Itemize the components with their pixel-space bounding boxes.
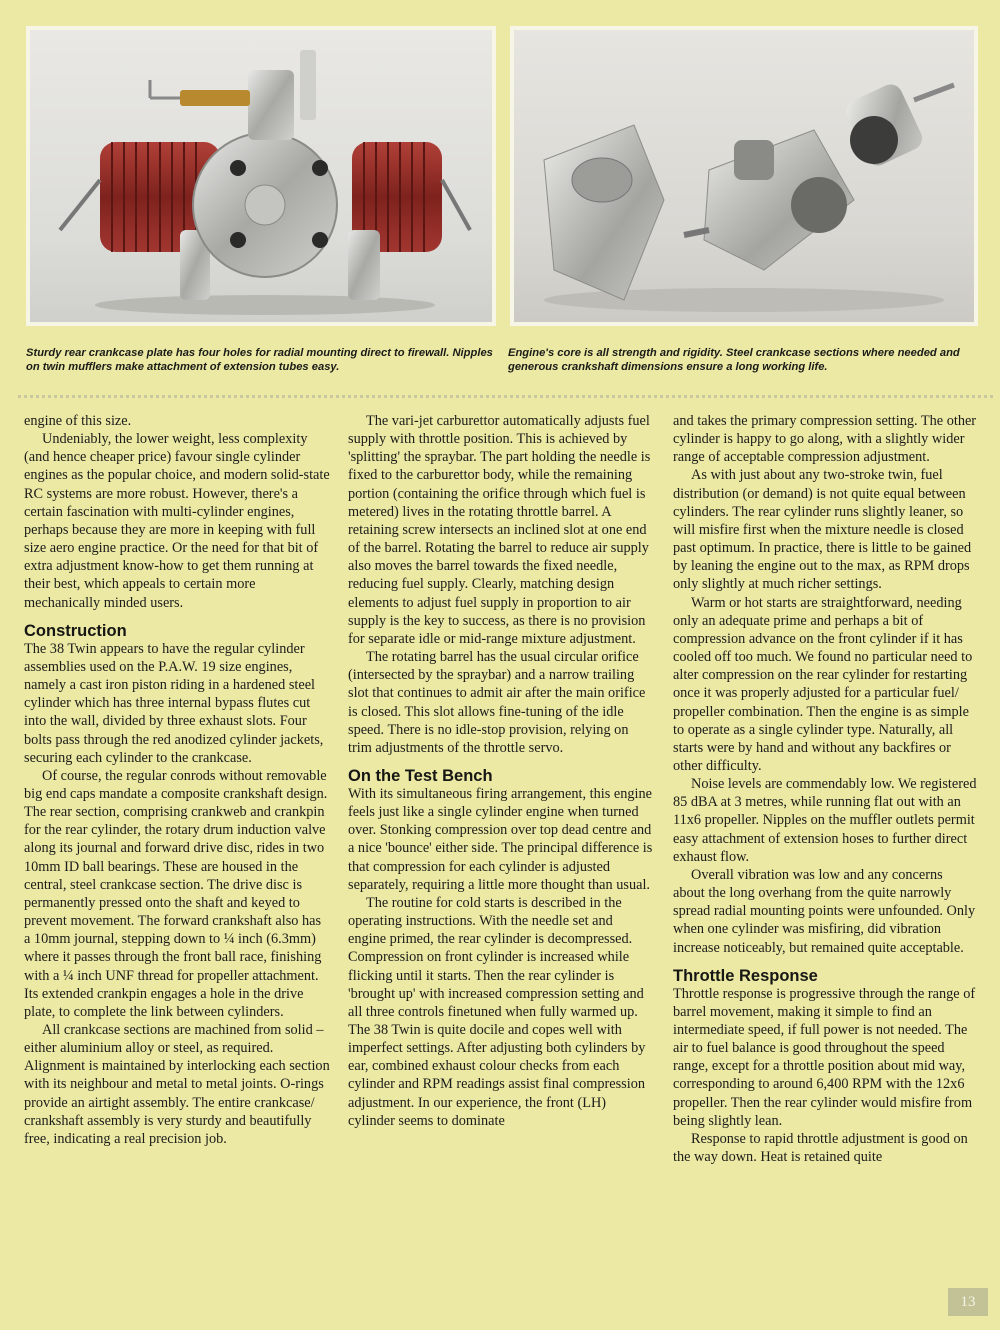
paragraph: The rotating barrel has the usual circular orifice (intersected by the spraybar) and a narrow trailing slot that continues to admit air after the main orifice is closed. This slot allows fine-tuning of the idle speed. There is no idle-stop provision, relying on trim adjustments of the throttle servo. — [348, 649, 646, 756]
paragraph: All crankcase sections are machined from solid – either aluminium alloy or steel, as required. Alignment is maintained by interlocking each section with its neighbour and metal to metal joints. O-rings provide an airtight assembly. The entire crankcase/ crankshaft assembly is very sturdy and beautifully free, indicating a real precision job. — [24, 1022, 330, 1147]
paragraph: Response to rapid throttle adjustment is good on the way down. Heat is retained quite — [673, 1130, 968, 1166]
paragraph: The routine for cold starts is described in the operating instructions. With the needle set and engine primed, the rear cylinder is decompressed. Compression on front cylinder is increased while flicking until it starts. Then the rear cylinder is 'brought up' with increased compression setting and all three controls finetuned when fully warmed up. The 38 Twin is quite docile and copes well with imperfect settings. After adjusting both cylinders by ear, combined exhaust colour checks from each cylinder and RPM readings assist final compression adjustment. In our experience, the front (LH) cylinder seems to dominate — [348, 894, 646, 1129]
heading-test-bench: On the Test Bench — [348, 766, 493, 785]
paragraph: With its simultaneous firing arrangement, this engine feels just like a single cylinder engine when turned over. Stonking compression over top dead centre and a nice 'bounce' either side. The principal difference is that compression for each cylinder is adjusted separately, requiring a little more thought than usual. — [348, 785, 653, 893]
photo-engine-rear — [26, 26, 496, 326]
paragraph: Warm or hot starts are straightforward, needing only an adequate prime and perhaps a bit of compression advance on the front cylinder if it has cooled off too much. We found no particular need to alter compression on the rear cylinder for restarting once it was properly adjusted for a particular fuel/ propeller combination. Then the engine is as simple to operate as a single cylinder type. Naturally, all starts were by hand and without any backfires or other difficulty. — [673, 594, 973, 774]
paragraph: The 38 Twin appears to have the regular cylinder assemblies used on the P.A.W. 19 size engines, namely a cast iron piston riding in a hardened steel cylinder which has three internal bypass flutes cut into the wall, divided by three exhaust slots. Four bolts pass through the red anodized cylinder jackets, securing each cylinder to the crankcase. — [24, 640, 324, 766]
page-number: 13 — [948, 1288, 988, 1316]
heading-construction: Construction — [24, 621, 127, 640]
paragraph: As with just about any two-stroke twin, fuel distribution (or demand) is not quite equal between cylinders. The rear cylinder runs slightly leaner, so will misfire first when the mixture needle is closed past optimum. In practice, there is little to be gained by leaning the engine out to the max, as RPM drops only slightly at much richer settings. — [673, 467, 972, 593]
paragraph: Overall vibration was low and any concerns about the long overhang from the quite narrowly spread radial mounting points were unfounded. Only when one cylinder was misfiring, did vibration increase noticeably, but remained quite acceptable. — [673, 866, 976, 956]
photo-caption-left: Sturdy rear crankcase plate has four holes for radial mounting direct to firewall. Nipples on twin mufflers make attachment of extension tubes easy. — [26, 347, 493, 373]
paragraph: engine of this size. — [24, 413, 132, 429]
section-divider — [18, 395, 993, 398]
paragraph: Of course, the regular conrods without removable big end caps mandate a composite crankshaft design. The rear section, comprising crankweb and crankpin for the rear cylinder, the rotary drum induction valve along its journal and forward drive disc, rides in two 10mm ID ball bearings. These are housed in the central, steel crankcase section. The drive disc is permanently pressed onto the shaft and keyed to prevent movement. The forward crankshaft also has a 10mm journal, stepping down to ¼ inch (6.3mm) where it passes through the front ball race, finishing with a ¼ inch UNF thread for propeller attachment. Its extended crankpin engages a hole in the drive plate, to complete the link between cylinders. — [24, 767, 328, 1020]
paragraph: The vari-jet carburettor automatically adjusts fuel supply with throttle position. This is achieved by 'splitting' the spraybar. The part holding the needle is fixed to the carburettor body, while the remaining portion (containing the orifice through which fuel is metered) lives in the rotating throttle barrel. A retaining screw intersects an inclined slot at one end of the barrel. Rotating the barrel to reduce air supply also moves the barrel towards the fixed needle, reducing fuel supply. Clearly, matching design elements to adjust fuel supply in proportion to air supply is the key to success, as there is no provision for separate idle or mid-range mixture adjustment. — [348, 413, 651, 647]
paragraph: and takes the primary compression setting. The other cylinder is happy to go along, with a slightly wider range of acceptable compression adjustment. — [673, 413, 977, 466]
article-column-1 — [24, 412, 330, 1148]
photo-caption-right: Engine's core is all strength and rigidity. Steel crankcase sections where needed and generous crankshaft dimensions ensure a long working life. — [508, 347, 960, 373]
paragraph: Undeniably, the lower weight, less complexity (and hence cheaper price) favour single cylinder engines as the popular choice, and modern solid-state RC systems are more robust. However, there's a certain fascination with multi-cylinder engines, perhaps because they are more in keeping with full size aero engine practice. Or the need for that bit of extra adjustment know-how to get them running at their best, which appeals to certain more mechanically minded users. — [24, 431, 330, 611]
paragraph: Throttle response is progressive through the range of barrel movement, making it simple to find an intermediate speed, if full power is not needed. The air to fuel balance is good throughout the speed range, except for a throttle position about mid way, corresponding to around 6,400 RPM with the 12x6 propeller. Then the rear cylinder would misfire from being slightly lean. — [673, 985, 976, 1129]
article-column-2 — [348, 412, 654, 1130]
engine-rear-image — [30, 30, 492, 322]
crankcase-sections-image — [514, 30, 974, 322]
photo-crankcase-sections — [510, 26, 978, 326]
paragraph: Noise levels are commendably low. We registered 85 dBA at 3 metres, while running flat out with an 11x6 propeller. Nipples on the muffler outlets permit easy attachment of extension hoses to further direct exhaust flow. — [673, 776, 977, 865]
heading-throttle-response: Throttle Response — [673, 966, 818, 985]
article-column-3 — [673, 412, 978, 1166]
